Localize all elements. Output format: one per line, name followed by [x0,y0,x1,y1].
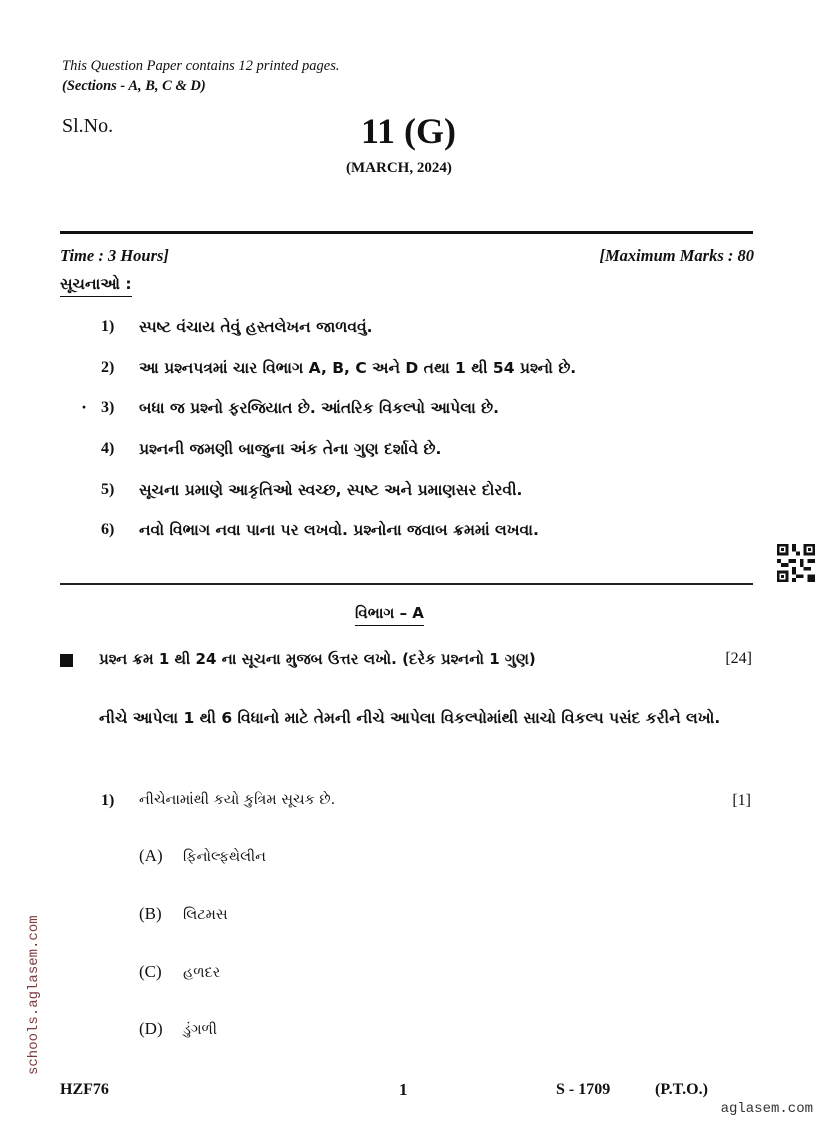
watermark-bottom: aglasem.com [720,1101,813,1117]
paper-code: 11 (G) [361,111,456,151]
question-number: 1) [101,792,115,809]
square-bullet-icon [60,654,73,667]
option-b: (B) લિટમસ [139,904,228,923]
footer-paper-code: HZF76 [60,1081,109,1098]
section-a-title: વિભાગ – A [355,604,424,626]
maximum-marks: [Maximum Marks : 80 [599,246,754,265]
exam-month: (MARCH, 2024) [346,160,452,176]
instruction-item: 2) આ પ્રશ્નપત્રમાં ચાર વિભાગ A, B, C અને D તથા 1 થી 54 પ્રશ્નો છે. [101,359,577,377]
stray-dot-mark: · [81,397,88,417]
question-text: નીચેનામાંથી કયો કુત્રિમ સૂચક છે. [139,792,336,808]
instructions-heading: સૂચનાઓ : [60,275,132,297]
section-divider [60,583,753,585]
watermark-side: schools.aglasem.com [26,915,42,1075]
option-c: (C) હળદર [139,962,221,981]
question-marks: [1] [732,792,751,809]
sections-note: (Sections - A, B, C & D) [62,78,206,94]
instruction-item: 1) સ્પષ્ટ વંચાય તેવું હસ્તલેખન જાળવવું. [101,318,373,336]
qr-code-icon [776,544,816,582]
mcq-instruction: નીચે આપેલા 1 થી 6 વિધાનો માટે તેમની નીચે આપેલા વિકલ્પોમાંથી સાચો વિકલ્પ પસંદ કરીને લખો. [99,709,721,727]
question-range-marks: [24] [725,650,752,667]
option-d: (D) ડુંગળી [139,1019,218,1038]
instruction-item: 6) નવો વિભાગ નવા પાના પર લખવો. પ્રશ્નોના જવાબ ક્રમમાં લખવા. [101,521,539,539]
instruction-item: 4) પ્રશ્નની જમણી બાજુના અંક તેના ગુણ દર્શાવે છે. [101,440,442,458]
instruction-item: 5) સૂચના પ્રમાણે આકૃતિઓ સ્વચ્છ, સ્પષ્ટ અને પ્રમાણસર દોરવી. [101,481,523,499]
time-allowed: Time : 3 Hours] [60,246,169,265]
footer-series: S - 1709 [556,1081,611,1098]
question-range-instruction: પ્રશ્ન ક્રમ 1 થી 24 ના સૂચના મુજબ ઉત્તર લખો. (દરેક પ્રશ્નનો 1 ગુણ) [99,650,536,668]
pages-note: This Question Paper contains 12 printed pages. [62,58,340,74]
option-a: (A) ફિનોલ્ફથેલીન [139,846,266,865]
instruction-item: 3) બધા જ પ્રશ્નો ફરજિયાત છે. આંતરિક વિકલ્પો આપેલા છે. [101,399,500,417]
header-divider [60,231,753,234]
please-turn-over: (P.T.O.) [655,1081,708,1098]
page-number: 1 [399,1080,408,1099]
serial-number-label: Sl.No. [62,115,114,137]
